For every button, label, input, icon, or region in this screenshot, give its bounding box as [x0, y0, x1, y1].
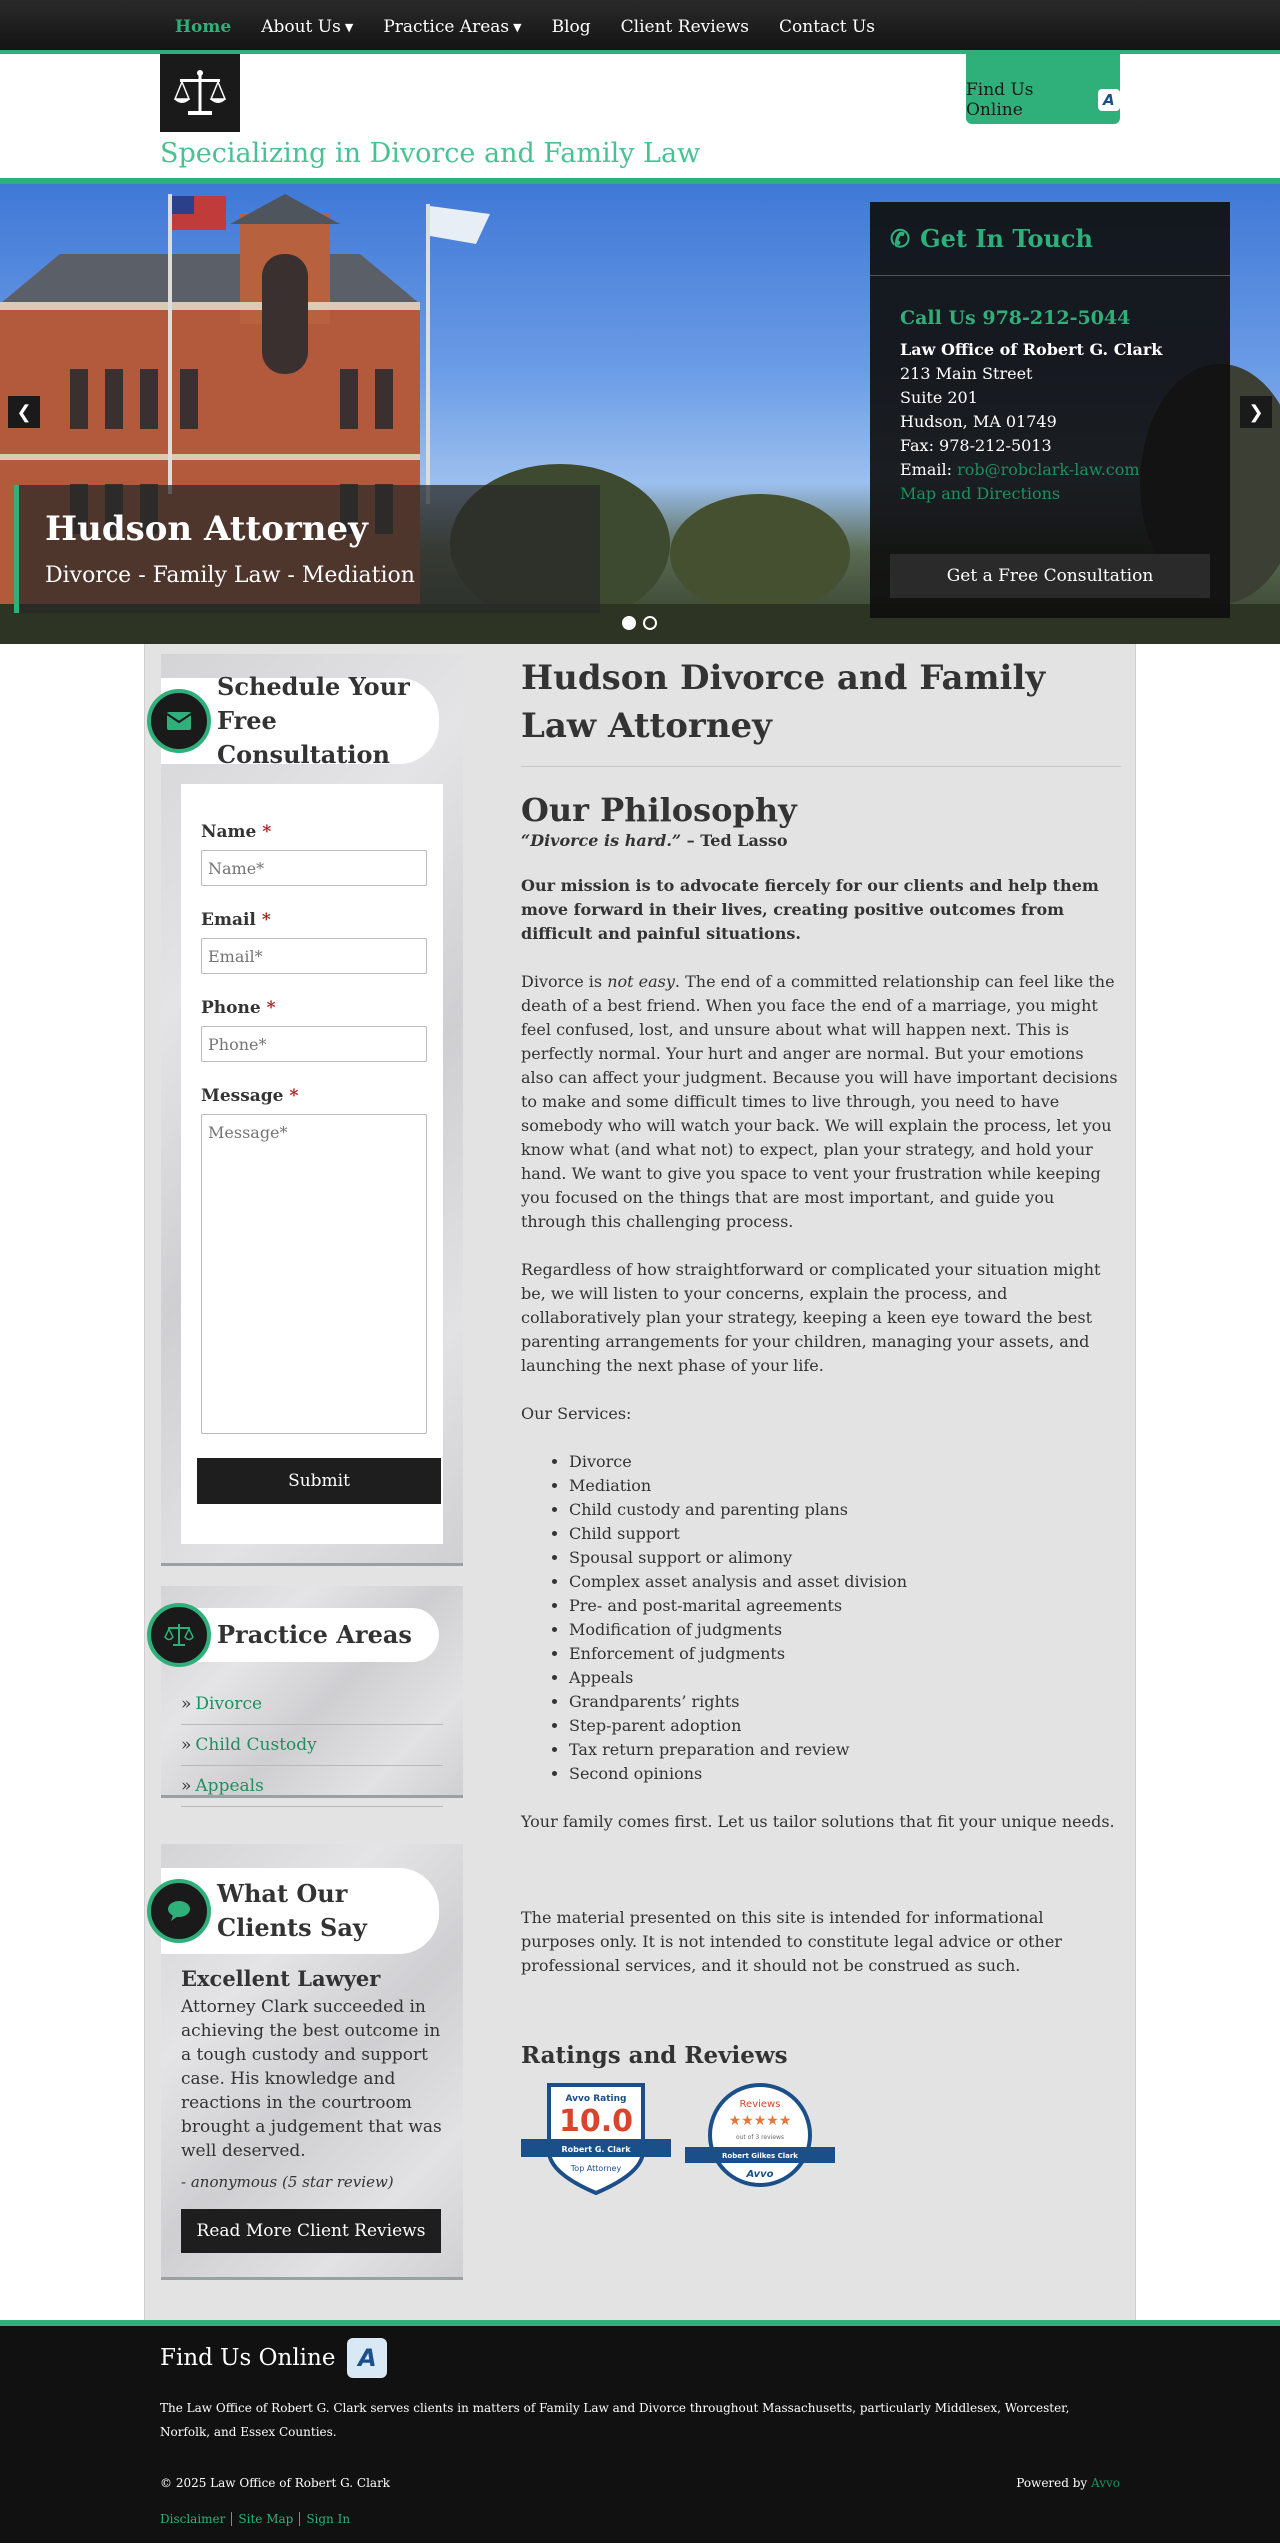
hero-caption: [14, 485, 600, 613]
caret-down-icon: ▼: [513, 20, 522, 34]
email-link[interactable]: rob@robclark-law.com: [957, 460, 1140, 479]
closing-statement: Your family comes first. Let us tailor solutions that fit your unique needs.: [521, 1812, 1115, 1831]
site-footer: [0, 2320, 1280, 2543]
chevron-left-icon: ❮: [16, 401, 32, 423]
rating-badges: [521, 2081, 1121, 2197]
practice-item-child-custody: » Child Custody: [181, 1725, 443, 1766]
practice-item-appeals: » Appeals: [181, 1766, 443, 1807]
office-name: Law Office of Robert G. Clark: [900, 340, 1163, 359]
list-item: • Grandparents’ rights: [569, 1690, 1121, 1714]
main-content-area: [144, 644, 1136, 2320]
powered-by-avvo-link[interactable]: Avvo: [1091, 2476, 1120, 2490]
email-field-label: Email *: [201, 910, 271, 930]
footer-link-site-map[interactable]: Site Map: [231, 2512, 299, 2526]
chevron-right-icon: ❯: [1248, 401, 1264, 423]
practice-link-appeals[interactable]: Appeals: [195, 1776, 264, 1796]
email-row: [900, 458, 1230, 482]
practice-areas-list: [181, 1684, 443, 1807]
article-content: [521, 654, 1121, 2197]
map-directions-link[interactable]: Map and Directions: [900, 484, 1061, 503]
list-item: • Second opinions: [569, 1762, 1121, 1786]
list-item: • Appeals: [569, 1666, 1121, 1690]
reviews-widget-header: [161, 1868, 439, 1954]
practice-widget-title: Practice Areas: [217, 1620, 412, 1649]
footer-links: [160, 2512, 356, 2526]
avvo-badge-name: Robert G. Clark: [561, 2145, 631, 2154]
slider-dot-1[interactable]: [622, 616, 636, 630]
message-textarea[interactable]: [201, 1114, 427, 1434]
hero-subtitle: Divorce - Family Law - Mediation: [45, 563, 415, 588]
review-text: Attorney Clark succeeded in achieving the best outcome in a tough custody and support case. His knowledge and reactions in the courtroom brought a judgement that was well deserved.: [181, 1997, 442, 2161]
slider-dot-2[interactable]: [643, 616, 657, 630]
avvo-rating-badge[interactable]: [521, 2081, 671, 2197]
nav-about-label: About Us: [261, 17, 341, 37]
email-input[interactable]: [201, 938, 427, 974]
paragraph-approach: Regardless of how straightforward or complicated your situation might be, we will listen to your concerns, explain the process, and collaboratively plan your strategy, keeping a keen eye toward the best parenting arrangements for your children, managing your assets, and launching the next phase of your life.: [521, 1260, 1101, 1375]
get-in-touch-header: [870, 202, 1230, 276]
practice-areas-widget: [161, 1586, 463, 1798]
list-item: • Spousal support or alimony: [569, 1546, 1121, 1570]
practice-link-divorce[interactable]: Divorce: [195, 1694, 263, 1714]
list-item: • Complex asset analysis and asset division: [569, 1570, 1121, 1594]
reviews-count: out of 3 reviews: [735, 2134, 785, 2141]
list-item: • Divorce: [569, 1450, 1121, 1474]
message-field-label: Message *: [201, 1086, 299, 1106]
hero-title: Hudson Attorney: [45, 509, 368, 549]
nav-practice-areas[interactable]: [368, 0, 536, 54]
philosophy-heading: Our Philosophy: [521, 791, 797, 829]
reviews-stars: ★★★★★: [728, 2113, 792, 2129]
nav-blog-label: Blog: [551, 17, 591, 37]
practice-widget-header: [161, 1608, 439, 1662]
avvo-rating-score: 10.0: [558, 2104, 634, 2139]
list-item: • Enforcement of judgments: [569, 1642, 1121, 1666]
list-item: • Child support: [569, 1522, 1121, 1546]
top-navigation: [0, 0, 1280, 54]
practice-link-child-custody[interactable]: Child Custody: [195, 1735, 317, 1755]
caret-down-icon: ▼: [344, 20, 354, 34]
address-city: Hudson, MA 01749: [900, 412, 1057, 431]
list-item: • Pre- and post-marital agreements: [569, 1594, 1121, 1618]
quote-text: “Divorce is hard.”: [521, 831, 682, 850]
legal-disclaimer-text: The material presented on this site is intended for informational purposes only. It is not intended to constitute legal advice or other professional services, and it should not be construed as such.: [521, 1908, 1062, 1975]
quote-author: – Ted Lasso: [681, 831, 788, 850]
footer-copyright: © 2025 Law Office of Robert G. Clark: [160, 2476, 391, 2490]
reviews-badge-label: Reviews: [739, 2099, 781, 2110]
site-tagline: Specializing in Divorce and Family Law: [160, 138, 701, 169]
schedule-widget-header: [161, 672, 439, 769]
find-us-online-button[interactable]: [966, 54, 1120, 124]
practice-item-divorce: » Divorce: [181, 1684, 443, 1725]
list-item: • Step-parent adoption: [569, 1714, 1121, 1738]
mission-statement: Our mission is to advocate fiercely for our clients and help them move forward in their lives, creating positive outcomes from difficult and painful situations.: [521, 876, 1099, 943]
scales-of-justice-icon: [172, 67, 228, 119]
nav-client-reviews[interactable]: [606, 0, 764, 54]
review-title: Excellent Lawyer: [181, 1966, 381, 1991]
site-logo[interactable]: [160, 54, 240, 132]
nav-home-label: Home: [175, 17, 232, 37]
scales-icon: [147, 1603, 211, 1667]
consultation-form: [181, 784, 443, 1544]
client-reviews-widget: [161, 1844, 463, 2280]
nav-contact-label: Contact Us: [779, 17, 875, 37]
site-header: [0, 54, 1280, 184]
list-item: • Modification of judgments: [569, 1618, 1121, 1642]
slider-prev-button[interactable]: [8, 396, 40, 428]
get-in-touch-panel: [870, 202, 1230, 618]
footer-about-text: The Law Office of Robert G. Clark serves clients in matters of Family Law and Divorce throughout Massachusetts, particularly Middlesex, Worcester, Norfolk, and Essex Counties.: [160, 2401, 1070, 2439]
featured-review: [181, 1966, 443, 2253]
philosophy-quote: [521, 831, 1121, 850]
address-line-1: 213 Main Street: [900, 364, 1033, 383]
envelope-icon: [147, 689, 211, 753]
fax-number: Fax: 978-212-5013: [900, 436, 1052, 455]
nav-blog[interactable]: [537, 0, 606, 54]
avvo-logo-icon: A: [347, 2338, 387, 2378]
nav-contact-us[interactable]: [764, 0, 890, 54]
paragraph-divorce-not-easy: Divorce is not easy. The end of a committed relationship can feel like the death of a best friend. When you face the end of a marriage, you might feel confused, lost, and unsure about what will happen next. This is perfectly normal. Your hurt and anger are normal. But your emotions also can affect your judgment. Because you will have important decisions to make and some difficult times to live through, you need to have somebody who will watch your back. We will explain the process, let you know what (and what not) to expect, plan your strategy, and hold your hand. We want to give you space to vent your frustration while keeping you focused on the things that are most important, and guide you through this challenging process.: [521, 972, 1118, 1231]
speech-bubble-icon: [147, 1879, 211, 1943]
services-label: Our Services:: [521, 1404, 632, 1423]
name-field-label: Name *: [201, 822, 272, 842]
footer-powered-by: Powered by Avvo: [1016, 2476, 1120, 2490]
avvo-rating-label: Avvo Rating: [565, 2094, 627, 2104]
address-line-2: Suite 201: [900, 388, 978, 407]
list-item: • Child custody and parenting plans: [569, 1498, 1121, 1522]
submit-button[interactable]: Submit: [197, 1458, 441, 1504]
services-list: [569, 1450, 1121, 1786]
call-us-phone[interactable]: Call Us 978-212-5044: [900, 307, 1131, 329]
reviews-badge-brand: Avvo: [746, 2169, 774, 2180]
reviews-badge-name: Robert Gilkes Clark: [722, 2152, 798, 2160]
nav-reviews-label: Client Reviews: [620, 17, 750, 37]
list-item: • Tax return preparation and review: [569, 1738, 1121, 1762]
free-consultation-button[interactable]: Get a Free Consultation: [890, 554, 1210, 598]
ratings-heading: Ratings and Reviews: [521, 2042, 788, 2069]
footer-find-us-label: Find Us Online: [160, 2345, 336, 2371]
footer-link-disclaimer[interactable]: Disclaimer: [160, 2512, 226, 2526]
page-title: Hudson Divorce and Family Law Attorney: [521, 658, 1046, 746]
read-more-reviews-button[interactable]: Read More Client Reviews: [181, 2209, 441, 2253]
title-divider: [521, 766, 1121, 767]
schedule-consultation-widget: [161, 654, 463, 1566]
avvo-top-attorney: Top Attorney: [570, 2164, 622, 2173]
footer-link-sign-in[interactable]: Sign In: [299, 2512, 356, 2526]
avvo-reviews-badge[interactable]: [685, 2081, 835, 2197]
hero-slider: [0, 184, 1280, 644]
avvo-logo-icon: A: [1098, 89, 1120, 111]
phone-icon: ✆: [890, 224, 911, 253]
nav-home[interactable]: [160, 0, 246, 54]
reviews-widget-title: What Our Clients Say: [217, 1879, 367, 1942]
find-us-label: Find Us Online: [966, 80, 1034, 120]
schedule-widget-title: Schedule Your Free Consultation: [217, 672, 410, 769]
nav-practice-label: Practice Areas: [383, 17, 510, 37]
list-item: • Mediation: [569, 1474, 1121, 1498]
nav-about-us[interactable]: [246, 0, 368, 54]
footer-find-us[interactable]: [160, 2338, 387, 2378]
review-attribution: - anonymous (5 star review): [181, 2173, 394, 2191]
phone-input[interactable]: [201, 1026, 427, 1062]
get-in-touch-title: Get In Touch: [920, 224, 1093, 253]
phone-field-label: Phone *: [201, 998, 276, 1018]
slider-next-button[interactable]: [1240, 396, 1272, 428]
name-input[interactable]: [201, 850, 427, 886]
email-label: Email:: [900, 460, 958, 479]
